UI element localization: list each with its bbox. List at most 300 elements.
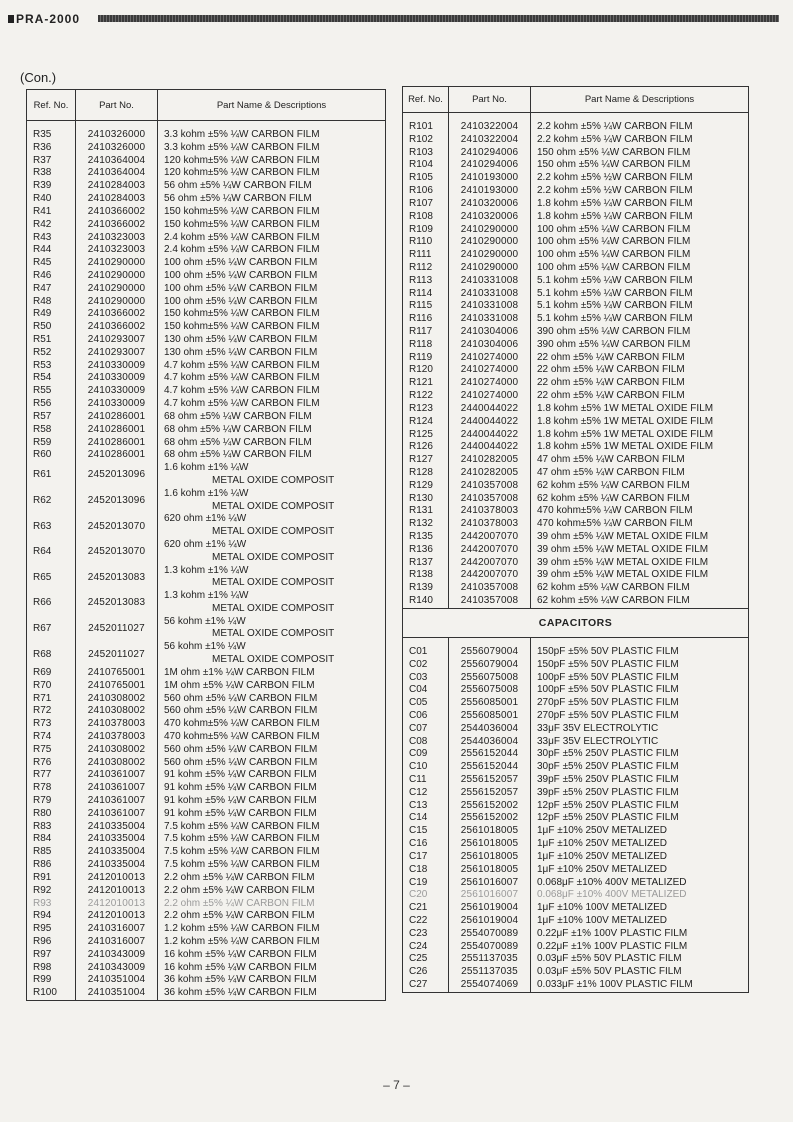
table-row [27,257,386,270]
part-no: 2410366002 [76,321,158,334]
table-row [403,300,749,313]
part-description: 150 kohm±5% ¼W CARBON FILM [158,308,386,321]
table-row [27,347,386,360]
ref-no: C12 [403,787,449,800]
part-description: 68 ohm ±5% ¼W CARBON FILM [158,424,386,437]
part-no: 2442007070 [449,531,531,544]
ref-no: R119 [403,352,449,365]
part-no: 2556152044 [449,761,531,774]
parts-table-right [402,86,749,993]
part-description: 7.5 kohm ±5% ¼W CARBON FILM [158,859,386,872]
part-column-header: Part No. [76,90,158,121]
ref-no: R138 [403,569,449,582]
part-no: 2410357008 [449,480,531,493]
ref-no: R97 [27,949,76,962]
table-row [403,928,749,941]
ref-no: R114 [403,288,449,301]
table-row [403,723,749,736]
table-row [27,923,386,936]
part-description: 62 kohm ±5% ¼W CARBON FILM [531,493,749,506]
ref-no: R80 [27,808,76,821]
part-description: 560 ohm ±5% ¼W CARBON FILM [158,693,386,706]
part-description: 5.1 kohm ±5% ¼W CARBON FILM [531,288,749,301]
part-description: 56 ohm ±5% ¼W CARBON FILM [158,180,386,193]
part-no: 2410366002 [76,308,158,321]
part-description [158,565,386,591]
table-row [27,513,386,539]
table-row [27,283,386,296]
ref-no: R120 [403,364,449,377]
part-no: 2410335004 [76,859,158,872]
part-no: 2452013083 [76,590,158,616]
part-no: 2410284003 [76,180,158,193]
ref-no: R123 [403,403,449,416]
ref-no: C26 [403,966,449,979]
ref-no: R128 [403,467,449,480]
table-row [27,833,386,846]
part-no: 2410322004 [449,121,531,134]
ref-no: R91 [27,872,76,885]
part-description: 470 kohm±5% ¼W CARBON FILM [158,731,386,744]
part-no: 2410294006 [449,159,531,172]
ref-no: C21 [403,902,449,915]
part-no: 2410290000 [76,270,158,283]
ref-no: C17 [403,851,449,864]
part-no: 2412010013 [76,898,158,911]
table-row [403,339,749,352]
table-row [403,262,749,275]
part-description-line2: METAL OXIDE COMPOSIT [212,551,335,563]
table-row [403,736,749,749]
part-no: 2410286001 [76,424,158,437]
ref-no: R71 [27,693,76,706]
ref-no: C03 [403,672,449,685]
table-row [27,641,386,667]
ref-no: C16 [403,838,449,851]
ref-no: C01 [403,646,449,659]
table-row [403,697,749,710]
ref-no: R94 [27,910,76,923]
part-description: 62 kohm ±5% ¼W CARBON FILM [531,582,749,595]
part-description: 100 ohm ±5% ¼W CARBON FILM [158,257,386,270]
part-no: 2410326000 [76,129,158,142]
ref-no: R47 [27,283,76,296]
ref-no: R61 [27,462,76,488]
table-row [403,429,749,442]
part-description: 150 ohm ±5% ¼W CARBON FILM [531,147,749,160]
part-no: 2556152002 [449,800,531,813]
part-no: 2410308002 [76,705,158,718]
ref-no: R109 [403,224,449,237]
ref-no: R41 [27,206,76,219]
part-description: 47 ohm ±5% ¼W CARBON FILM [531,454,749,467]
part-description-line1: 1.6 kohm ±1% ¼W [164,462,249,474]
part-description: 39 ohm ±5% ¼W METAL OXIDE FILM [531,557,749,570]
part-no: 2410335004 [76,833,158,846]
ref-no: C23 [403,928,449,941]
page-header [0,12,793,26]
ref-no: R49 [27,308,76,321]
table-row [27,731,386,744]
ref-no: R67 [27,616,76,642]
part-description: 0.03μF ±5% 50V PLASTIC FILM [531,966,749,979]
part-no: 2410343009 [76,949,158,962]
table-row [27,193,386,206]
part-description: 62 kohm ±5% ¼W CARBON FILM [531,480,749,493]
table-row [403,851,749,864]
table-row [403,159,749,172]
part-description-line2: METAL OXIDE COMPOSIT [212,474,335,486]
part-description: 1.8 kohm ±5% ¼W CARBON FILM [531,198,749,211]
table-row [27,180,386,193]
ref-no: R75 [27,744,76,757]
table-row [27,167,386,180]
part-description: 100pF ±5% 50V PLASTIC FILM [531,684,749,697]
ref-no: R101 [403,121,449,134]
table-row [403,185,749,198]
part-no: 2410294006 [449,147,531,160]
ref-no: R122 [403,390,449,403]
ref-no: R77 [27,769,76,782]
part-no: 2410351004 [76,987,158,1000]
part-no: 2410361007 [76,782,158,795]
ref-no: R92 [27,885,76,898]
part-description: 150 kohm±5% ¼W CARBON FILM [158,219,386,232]
ref-no: R132 [403,518,449,531]
part-description: 1μF ±10% 100V METALIZED [531,902,749,915]
table-row [27,898,386,911]
part-description: 7.5 kohm ±5% ¼W CARBON FILM [158,846,386,859]
part-no: 2410326000 [76,142,158,155]
table-row [27,885,386,898]
part-no: 2412010013 [76,885,158,898]
part-description: 1μF ±10% 250V METALIZED [531,864,749,877]
part-description: 2.2 kohm ±5% ¼W CARBON FILM [531,134,749,147]
table-row [403,390,749,403]
table-row [27,449,386,462]
ref-no: R84 [27,833,76,846]
ref-no: R45 [27,257,76,270]
part-no: 2410274000 [449,390,531,403]
table-row [403,812,749,825]
ref-no: R108 [403,211,449,224]
ref-no: R107 [403,198,449,211]
part-description: 91 kohm ±5% ¼W CARBON FILM [158,769,386,782]
part-description: 5.1 kohm ±5% ¼W CARBON FILM [531,300,749,313]
ref-no: R111 [403,249,449,262]
ref-no: R139 [403,582,449,595]
part-description: 91 kohm ±5% ¼W CARBON FILM [158,808,386,821]
part-description-line2: METAL OXIDE COMPOSIT [212,526,335,538]
model-name: PRA-2000 [8,12,80,26]
part-description: 91 kohm ±5% ¼W CARBON FILM [158,782,386,795]
table-row [403,864,749,877]
table-row [403,275,749,288]
part-description: 1.8 kohm ±5% 1W METAL OXIDE FILM [531,441,749,454]
table-row [27,718,386,731]
part-no: 2561018005 [449,851,531,864]
part-description: 150pF ±5% 50V PLASTIC FILM [531,646,749,659]
table-row [27,757,386,770]
table-row [403,518,749,531]
part-description: 1.8 kohm ±5% 1W METAL OXIDE FILM [531,403,749,416]
part-no: 2561019004 [449,915,531,928]
ref-no: R73 [27,718,76,731]
part-description: 150 kohm±5% ¼W CARBON FILM [158,206,386,219]
part-no: 2410378003 [449,518,531,531]
part-description: 22 ohm ±5% ¼W CARBON FILM [531,390,749,403]
part-no: 2561016007 [449,877,531,890]
table-row [403,889,749,902]
part-description: 2.2 kohm ±5% ¼W CARBON FILM [531,121,749,134]
table-row [27,411,386,424]
table-row [27,680,386,693]
part-no: 2410308002 [76,693,158,706]
ref-no: R69 [27,667,76,680]
ref-no: R96 [27,936,76,949]
part-no: 2410286001 [76,449,158,462]
ref-no: R48 [27,296,76,309]
part-description: 1.2 kohm ±5% ¼W CARBON FILM [158,923,386,936]
ref-no: R127 [403,454,449,467]
table-row [403,915,749,928]
table-row [27,398,386,411]
part-description: 1M ohm ±1% ¼W CARBON FILM [158,667,386,680]
part-no: 2410286001 [76,411,158,424]
part-no: 2410335004 [76,846,158,859]
part-no: 2410343009 [76,962,158,975]
part-description: 1μF ±10% 250V METALIZED [531,851,749,864]
part-no: 2440044022 [449,429,531,442]
part-no: 2410331008 [449,300,531,313]
part-description: 0.033μF ±1% 100V PLASTIC FILM [531,979,749,992]
part-no: 2410351004 [76,974,158,987]
ref-no: R124 [403,416,449,429]
table-row [403,147,749,160]
part-description: 62 kohm ±5% ¼W CARBON FILM [531,595,749,608]
table-row [27,974,386,987]
part-description: 100pF ±5% 50V PLASTIC FILM [531,672,749,685]
part-no: 2410366002 [76,219,158,232]
part-description: 1.8 kohm ±5% 1W METAL OXIDE FILM [531,416,749,429]
part-no: 2551137035 [449,966,531,979]
part-no: 2556075008 [449,684,531,697]
ref-no: R100 [27,987,76,1000]
table-row [27,872,386,885]
part-description: 3.3 kohm ±5% ¼W CARBON FILM [158,142,386,155]
part-description: 120 kohm±5% ¼W CARBON FILM [158,167,386,180]
part-no: 2554070089 [449,941,531,954]
table-row [27,987,386,1000]
table-row [27,462,386,488]
part-description [158,641,386,667]
part-description: 390 ohm ±5% ¼W CARBON FILM [531,326,749,339]
part-description: 100 ohm ±5% ¼W CARBON FILM [531,236,749,249]
table-row [27,360,386,373]
table-row [27,936,386,949]
part-description: 39pF ±5% 250V PLASTIC FILM [531,787,749,800]
table-row [27,219,386,232]
ref-no: R131 [403,505,449,518]
part-description: 560 ohm ±5% ¼W CARBON FILM [158,705,386,718]
part-description: 150pF ±5% 50V PLASTIC FILM [531,659,749,672]
ref-no: R130 [403,493,449,506]
part-no: 2556085001 [449,710,531,723]
table-row [403,249,749,262]
table-row [27,590,386,616]
table-row [403,582,749,595]
part-no: 2410316007 [76,936,158,949]
part-no: 2556079004 [449,646,531,659]
part-description: 12pF ±5% 250V PLASTIC FILM [531,812,749,825]
table-row [27,334,386,347]
part-description: 1μF ±10% 250V METALIZED [531,838,749,851]
table-row [403,953,749,966]
ref-no: R38 [27,167,76,180]
ref-no: R115 [403,300,449,313]
ref-no: R98 [27,962,76,975]
part-description-line1: 56 kohm ±1% ¼W [164,641,246,653]
table-row [403,902,749,915]
ref-no: R83 [27,821,76,834]
part-no: 2452013083 [76,565,158,591]
ref-no: R43 [27,232,76,245]
part-description-line1: 1.3 kohm ±1% ¼W [164,590,249,602]
part-description: 4.7 kohm ±5% ¼W CARBON FILM [158,398,386,411]
ref-no: R44 [27,244,76,257]
part-description: 2.2 kohm ±5% ½W CARBON FILM [531,172,749,185]
part-description-line1: 620 ohm ±1% ¼W [164,538,247,550]
part-description: 3.3 kohm ±5% ¼W CARBON FILM [158,129,386,142]
table-row [403,941,749,954]
ref-no: R36 [27,142,76,155]
ref-no: C06 [403,710,449,723]
part-description: 2.2 kohm ±5% ½W CARBON FILM [531,185,749,198]
part-description: 270pF ±5% 50V PLASTIC FILM [531,710,749,723]
part-description: 2.2 ohm ±5% ¼W CARBON FILM [158,885,386,898]
part-description: 100 ohm ±5% ¼W CARBON FILM [531,224,749,237]
part-no: 2410290000 [76,257,158,270]
ref-no: R117 [403,326,449,339]
part-no: 2410290000 [449,236,531,249]
table-row [27,437,386,450]
part-no: 2410282005 [449,454,531,467]
ref-no: C05 [403,697,449,710]
part-no: 2410323003 [76,244,158,257]
table-row [403,838,749,851]
part-no: 2410308002 [76,744,158,757]
ref-no: R37 [27,155,76,168]
part-no: 2410293007 [76,347,158,360]
part-no: 2410274000 [449,352,531,365]
part-description [158,513,386,539]
ref-no: R58 [27,424,76,437]
part-no: 2410366002 [76,206,158,219]
part-description [158,539,386,565]
ref-no: C02 [403,659,449,672]
part-description: 2.2 ohm ±5% ¼W CARBON FILM [158,910,386,923]
part-description: 0.068μF ±10% 400V METALIZED [531,877,749,890]
part-no: 2452013070 [76,513,158,539]
part-description: 56 ohm ±5% ¼W CARBON FILM [158,193,386,206]
table-row [403,659,749,672]
part-no: 2410290000 [76,283,158,296]
table-row [403,288,749,301]
ref-no: R95 [27,923,76,936]
ref-no: C25 [403,953,449,966]
part-description: 1.2 kohm ±5% ¼W CARBON FILM [158,936,386,949]
part-no: 2410193000 [449,185,531,198]
part-description: 0.03μF ±5% 50V PLASTIC FILM [531,953,749,966]
table-row [403,877,749,890]
table-row [27,667,386,680]
part-description: 1μF ±10% 100V METALIZED [531,915,749,928]
part-no: 2410293007 [76,334,158,347]
part-no: 2410378003 [449,505,531,518]
table-row [403,748,749,761]
ref-no: R93 [27,898,76,911]
table-row [27,321,386,334]
part-no: 2410274000 [449,377,531,390]
table-row [27,744,386,757]
part-no: 2561018005 [449,838,531,851]
table-row [27,846,386,859]
ref-no: C13 [403,800,449,813]
part-description: 100 ohm ±5% ¼W CARBON FILM [158,283,386,296]
part-no: 2410357008 [449,595,531,608]
part-description: 270pF ±5% 50V PLASTIC FILM [531,697,749,710]
table-row [27,142,386,155]
table-row [403,403,749,416]
part-no: 2556152002 [449,812,531,825]
part-no: 2410331008 [449,275,531,288]
table-row [27,705,386,718]
ref-no: R105 [403,172,449,185]
part-no: 2410330009 [76,360,158,373]
part-no: 2410320006 [449,211,531,224]
part-no: 2410765001 [76,667,158,680]
part-no: 2551137035 [449,953,531,966]
part-no: 2440044022 [449,441,531,454]
part-description: 47 ohm ±5% ¼W CARBON FILM [531,467,749,480]
ref-no: R135 [403,531,449,544]
ref-no: C15 [403,825,449,838]
part-no: 2556085001 [449,697,531,710]
ref-no: R60 [27,449,76,462]
ref-no: R116 [403,313,449,326]
part-no: 2410361007 [76,808,158,821]
ref-no: R53 [27,360,76,373]
part-description: 470 kohm±5% ¼W CARBON FILM [158,718,386,731]
ref-no: R113 [403,275,449,288]
part-no: 2440044022 [449,403,531,416]
table-row [27,232,386,245]
table-row [403,672,749,685]
ref-no: R104 [403,159,449,172]
part-description: 39 ohm ±5% ¼W METAL OXIDE FILM [531,569,749,582]
part-no: 2410357008 [449,582,531,595]
part-no: 2561018005 [449,864,531,877]
part-description: 30pF ±5% 250V PLASTIC FILM [531,761,749,774]
ref-no: C22 [403,915,449,928]
ref-column-header: Ref. No. [27,90,76,121]
table-row [27,808,386,821]
part-no: 2554070089 [449,928,531,941]
part-no: 2410304006 [449,339,531,352]
part-description: 2.4 kohm ±5% ¼W CARBON FILM [158,232,386,245]
ref-no: R50 [27,321,76,334]
part-description-line2: METAL OXIDE COMPOSIT [212,654,335,666]
